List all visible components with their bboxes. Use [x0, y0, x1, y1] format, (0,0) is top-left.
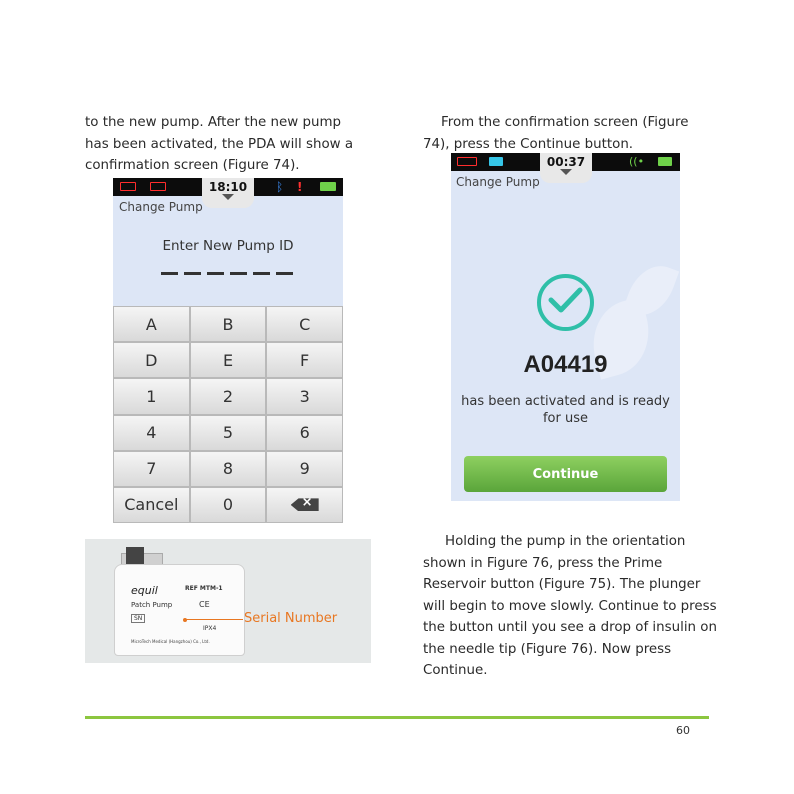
key-3[interactable]: 3 — [267, 379, 342, 413]
manufacturer-label: MicroTech Medical (Hangzhou) Co., Ltd. — [131, 639, 210, 644]
pump-id-digit-slot — [253, 272, 270, 275]
backspace-icon — [291, 498, 319, 511]
pump-id-digit-slot — [230, 272, 247, 275]
pump-brand: equil — [131, 584, 158, 597]
backspace-button[interactable] — [267, 488, 342, 522]
time-tab[interactable] — [540, 153, 592, 183]
key-6[interactable]: 6 — [267, 416, 342, 450]
pump-id-digit-slot — [207, 272, 224, 275]
keypad — [113, 306, 343, 523]
screen-title: Change Pump — [119, 200, 203, 214]
key-5[interactable]: 5 — [191, 416, 266, 450]
battery-low-icon — [150, 182, 166, 191]
pump-id-digit-slot — [276, 272, 293, 275]
key-7[interactable]: 7 — [114, 452, 189, 486]
bluetooth-icon: ᛒ — [276, 180, 284, 194]
key-d[interactable]: D — [114, 343, 189, 377]
key-b[interactable]: B — [191, 307, 266, 341]
battery-low-icon — [120, 182, 136, 191]
key-4[interactable]: 4 — [114, 416, 189, 450]
time-tab[interactable] — [202, 178, 254, 208]
pump-body — [114, 564, 245, 656]
alert-icon: ! — [297, 180, 303, 194]
key-1[interactable]: 1 — [114, 379, 189, 413]
pump-id-prompt: Enter New Pump ID — [162, 238, 294, 254]
screen-title: Change Pump — [456, 175, 540, 189]
serial-number-pointer-line — [185, 619, 243, 620]
ip-rating: IPX4 — [203, 625, 217, 632]
battery-full-icon — [320, 182, 336, 191]
pump-cap — [126, 547, 144, 565]
key-8[interactable]: 8 — [191, 452, 266, 486]
pump-sn-label: SN — [131, 614, 145, 623]
key-c[interactable]: C — [267, 307, 342, 341]
pump-id-entry-field[interactable] — [161, 272, 293, 275]
footer-divider — [85, 716, 709, 719]
ce-mark: CE — [199, 600, 210, 609]
cancel-button[interactable]: Cancel — [114, 488, 189, 522]
key-a[interactable]: A — [114, 307, 189, 341]
continue-instruction-paragraph: From the confirmation screen (Figure 74), press the Continue button. — [423, 115, 689, 152]
page-number: 60 — [676, 724, 690, 737]
confirmation-screen — [451, 153, 680, 501]
success-check-icon — [537, 274, 594, 331]
pump-id-digit-slot — [161, 272, 178, 275]
enter-pump-id-screen — [113, 178, 343, 523]
pump-id-digit-slot — [184, 272, 201, 275]
key-0[interactable]: 0 — [191, 488, 266, 522]
battery-full-icon — [658, 157, 672, 166]
pump-ref: REF MTM-1 — [185, 585, 223, 592]
prime-instruction-paragraph: Holding the pump in the orientation shown in Figure 76, press the Prime Reservoir button (Figure 75). The plunger will begin to move slowly. Continue to press the button until you see a drop of insulin on the needle tip (Figure 76). Now press Continue. — [423, 534, 717, 678]
wifi-icon: ((• — [629, 155, 645, 168]
battery-low-icon — [457, 157, 477, 166]
patch-pump-photo — [85, 539, 371, 663]
key-9[interactable]: 9 — [267, 452, 342, 486]
status-time: 18:10 — [208, 180, 248, 194]
key-f[interactable]: F — [267, 343, 342, 377]
activation-message: has been activated and is ready for use — [461, 394, 670, 426]
status-time: 00:37 — [546, 155, 586, 169]
serial-number-callout: Serial Number — [244, 611, 338, 626]
pump-product-label: Patch Pump — [131, 601, 173, 609]
battery-icon — [489, 157, 503, 166]
key-2[interactable]: 2 — [191, 379, 266, 413]
intro-paragraph: to the new pump. After the new pump has been activated, the PDA will show a confirmation screen (Figure 74). — [85, 115, 354, 173]
continue-button[interactable]: Continue — [464, 456, 667, 492]
key-e[interactable]: E — [191, 343, 266, 377]
activated-pump-id: A04419 — [523, 351, 608, 378]
